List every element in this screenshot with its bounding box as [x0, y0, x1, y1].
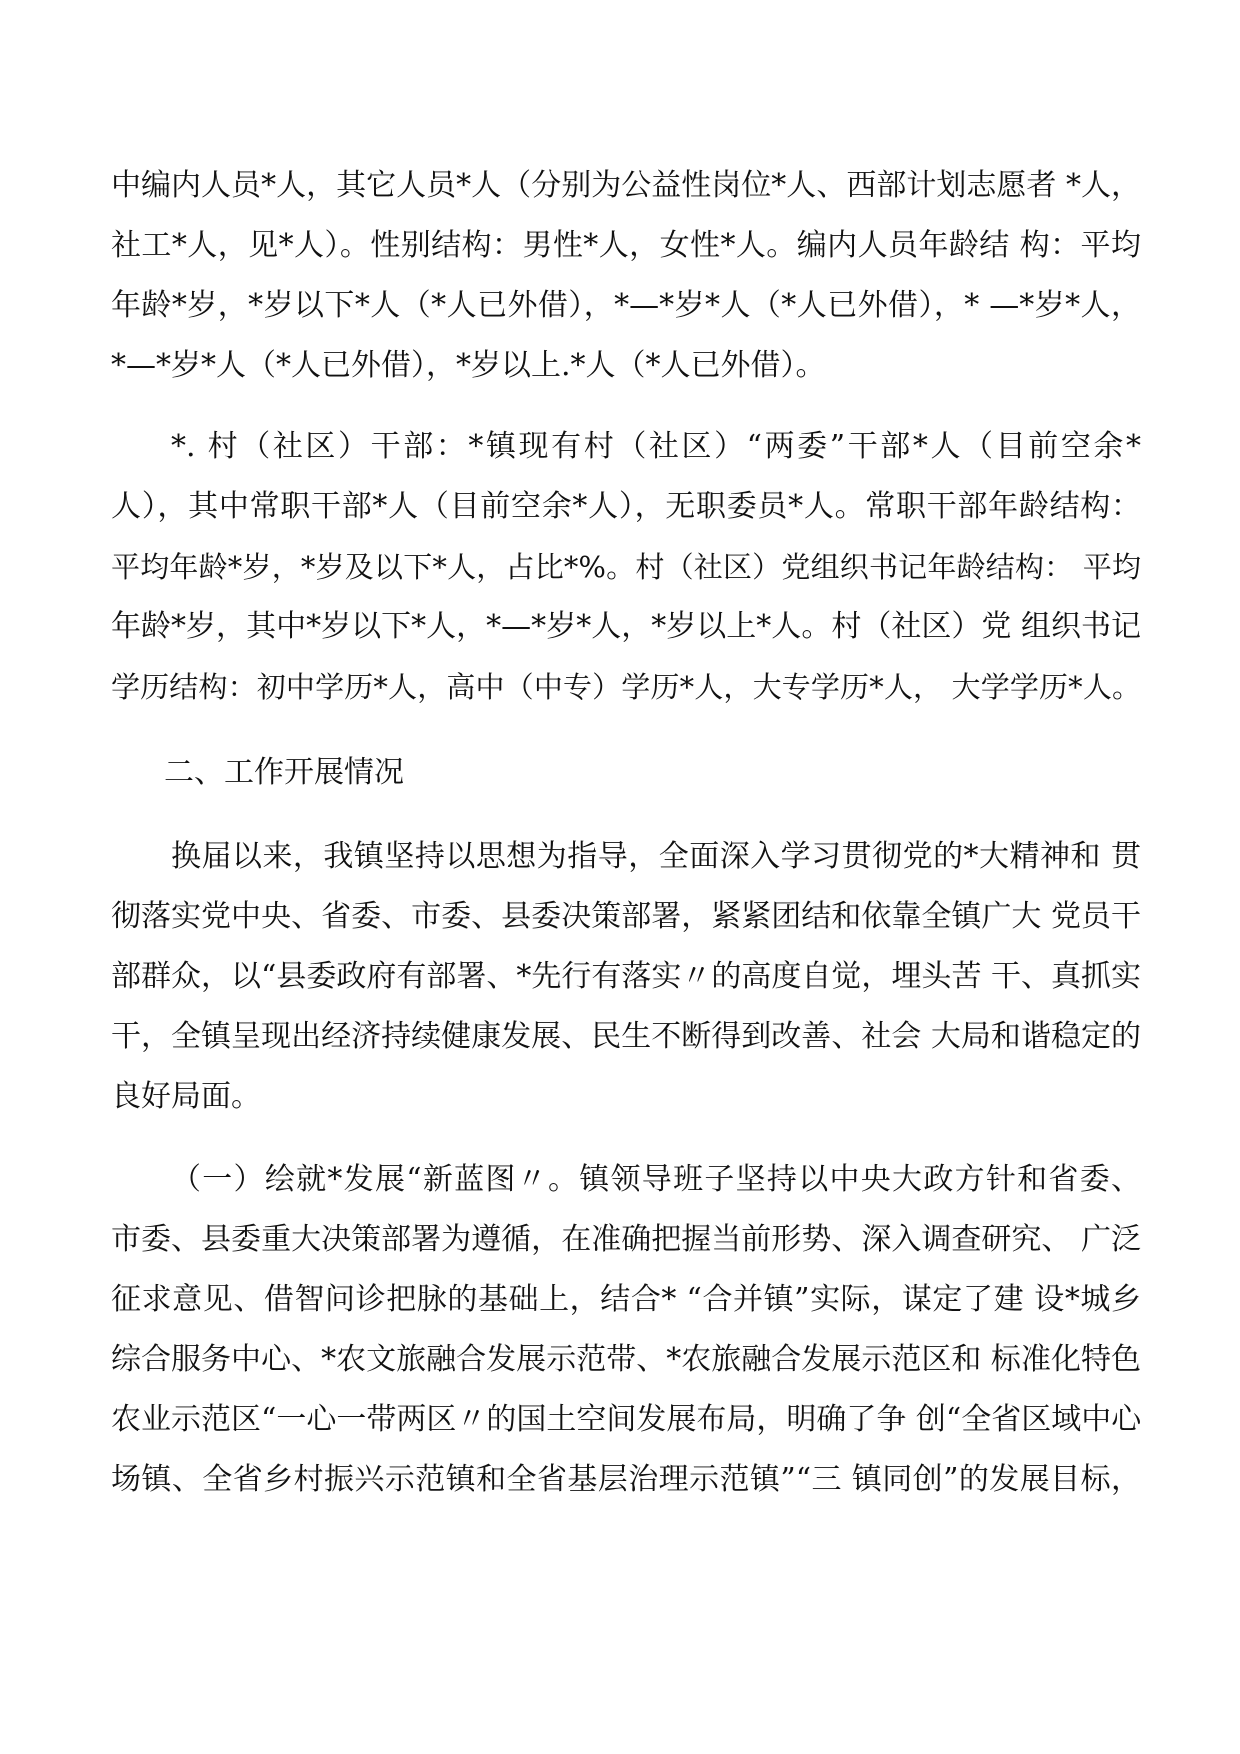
paragraph-election-line-2: 彻落实党中央、省委、市委、县委决策部署，紧紧团结和依靠全镇广大 党员干	[111, 899, 1141, 934]
paragraph-blueprint-line-2: 市委、县委重大决策部署为遵循，在准确把握当前形势、深入调查研究、 广泛	[111, 1222, 1141, 1257]
paragraph-staff-line-2: 社工*人，见*人）。性别结构：男性*人，女性*人。编内人员年龄结 构：平均	[111, 228, 1141, 263]
paragraph-election-line-1: 换届以来，我镇坚持以思想为指导，全面深入学习贯彻党的*大精神和 贯	[171, 839, 1141, 874]
paragraph-blueprint-line-1: （一）绘就*发展“新蓝图〃。镇领导班子坚持以中央大政方针和省委、	[171, 1162, 1141, 1197]
paragraph-cadres-line-4: 年龄*岁，其中*岁以下*人，*—*岁*人，*岁以上*人。村（社区）党 组织书记	[111, 609, 1141, 644]
paragraph-cadres-line-3: 平均年龄*岁，*岁及以下*人，占比*%。村（社区）党组织书记年龄结构： 平均	[111, 550, 1141, 584]
paragraph-election-line-3: 部群众，以“县委政府有部署、*先行有落实〃的高度自觉，埋头苦 干、真抓实	[111, 959, 1141, 994]
paragraph-blueprint-line-3: 征求意见、借智问诊把脉的基础上，结合* “合并镇”实际，谋定了建 设*城乡	[111, 1282, 1141, 1317]
paragraph-cadres-line-5: 学历结构：初中学历*人，高中（中专）学历*人，大专学历*人， 大学学历*人。	[111, 670, 1141, 704]
paragraph-staff-line-3: 年龄*岁，*岁以下*人（*人已外借），*—*岁*人（*人已外借），* —*岁*人，	[111, 288, 1141, 323]
paragraph-election-line-4: 干，全镇呈现出经济持续健康发展、民生不断得到改善、社会 大局和谐稳定的	[111, 1019, 1141, 1054]
paragraph-blueprint-line-4: 综合服务中心、*农文旅融合发展示范带、*农旅融合发展示范区和 标准化特色	[111, 1342, 1141, 1377]
paragraph-staff-line-4: *—*岁*人（*人已外借），*岁以上.*人（*人已外借）。	[111, 348, 826, 383]
paragraph-cadres-line-2: 人），其中常职干部*人（目前空余*人），无职委员*人。常职干部年龄结构：	[111, 489, 1141, 524]
section-heading-work-progress: 二、工作开展情况	[164, 755, 404, 790]
paragraph-blueprint-line-6: 场镇、全省乡村振兴示范镇和全省基层治理示范镇”“三 镇同创”的发展目标，	[111, 1462, 1141, 1497]
paragraph-staff-line-1: 中编内人员*人，其它人员*人（分别为公益性岗位*人、西部计划志愿者 *人，	[111, 168, 1141, 203]
paragraph-blueprint-line-5: 农业示范区“一心一带两区〃的国土空间发展布局，明确了争 创“全省区域中心	[111, 1402, 1142, 1437]
paragraph-cadres-line-1: *. 村（社区）干部：*镇现有村（社区）“两委”干部*人（目前空余*	[171, 429, 1141, 464]
paragraph-election-line-5: 良好局面。	[111, 1079, 261, 1114]
